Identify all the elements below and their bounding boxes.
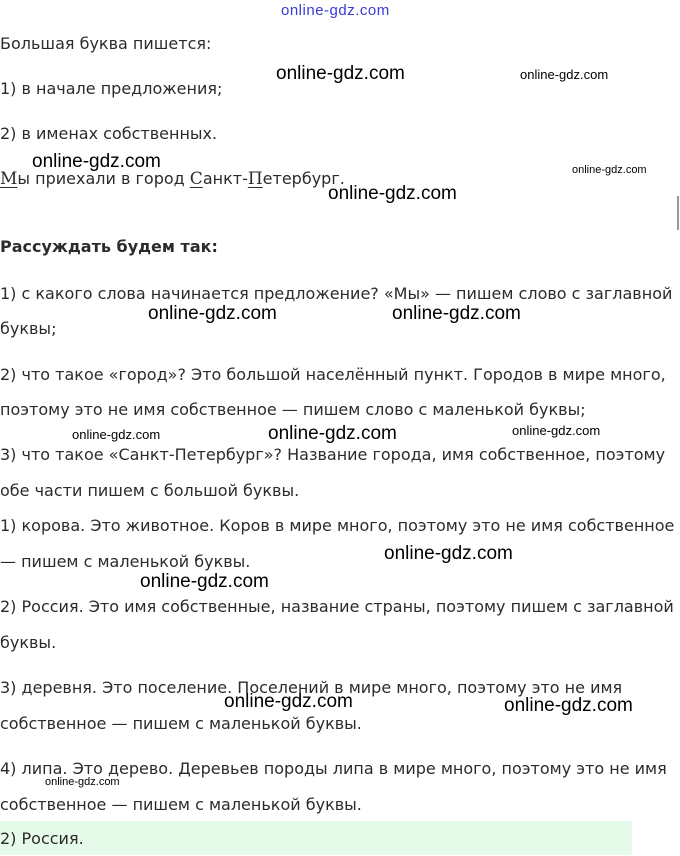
reasoning-p2-line2: поэтому это не имя собственное — пишем слово с маленькой буквы; — [0, 400, 586, 419]
rule-item-2: 2) в именах собственных. — [0, 124, 218, 143]
example-capital-m: М — [0, 169, 18, 189]
watermark: online-gdz.com — [520, 67, 609, 82]
watermark: online-gdz.com — [276, 63, 405, 84]
example-text-2: анкт- — [202, 169, 248, 188]
reasoning-p2-line1: 2) что такое «город»? Это большой населённый пункт. Городов в мире много, — [0, 365, 666, 384]
watermark: online-gdz.com — [140, 571, 269, 592]
example-capital-s: С — [189, 169, 203, 189]
watermark: online-gdz.com — [268, 423, 397, 444]
reasoning-p1-line2: буквы; — [0, 319, 57, 338]
reasoning-p1-line1: 1) с какого слова начинается предложение? «Мы» — пишем слово с заглавной — [0, 284, 673, 303]
word-3-line2: собственное — пишем с маленькой буквы. — [0, 714, 362, 733]
word-3-line1: 3) деревня. Это поселение. Поселений в мире много, поэтому это не имя — [0, 678, 623, 697]
rule-title: Большая буква пишется: — [0, 34, 212, 53]
answer-box — [0, 821, 632, 855]
watermark: online-gdz.com — [148, 303, 277, 324]
watermark: online-gdz.com — [45, 776, 120, 788]
example-text-3: етербург. — [262, 169, 345, 188]
reasoning-heading: Рассуждать будем так: — [0, 237, 218, 256]
watermark: online-gdz.com — [224, 691, 353, 712]
word-4-line2: собственное — пишем с маленькой буквы. — [0, 795, 362, 814]
reasoning-p3-line1: 3) что такое «Санкт-Петербург»? Название города, имя собственное, поэтому — [0, 445, 666, 464]
reasoning-p3-line2: обе части пишем с большой буквы. — [0, 481, 300, 500]
word-1-line1: 1) корова. Это животное. Коров в мире много, поэтому это не имя собственное — [0, 516, 675, 535]
scroll-indicator — [677, 196, 679, 230]
watermark: online-gdz.com — [72, 427, 161, 442]
example-capital-p: П — [247, 169, 263, 189]
example-text-1: ы приехали в город — [17, 169, 190, 188]
rule-item-1: 1) в начале предложения; — [0, 79, 223, 98]
word-4-line1: 4) липа. Это дерево. Деревьев породы липа в мире много, поэтому это не имя — [0, 759, 667, 778]
watermark: online-gdz.com — [32, 151, 161, 172]
answer-text: 2) Россия. — [0, 829, 84, 848]
word-2-line2: буквы. — [0, 633, 57, 652]
watermark: online-gdz.com — [384, 543, 513, 564]
watermark-top: online-gdz.com — [281, 2, 390, 19]
word-2-line1: 2) Россия. Это имя собственные, название страны, поэтому пишем с заглавной — [0, 597, 674, 616]
watermark: online-gdz.com — [392, 303, 521, 324]
watermark: online-gdz.com — [504, 695, 633, 716]
word-1-line2: — пишем с маленькой буквы. — [0, 552, 251, 571]
watermark: online-gdz.com — [328, 183, 457, 204]
watermark: online-gdz.com — [572, 164, 647, 176]
watermark: online-gdz.com — [512, 423, 601, 438]
